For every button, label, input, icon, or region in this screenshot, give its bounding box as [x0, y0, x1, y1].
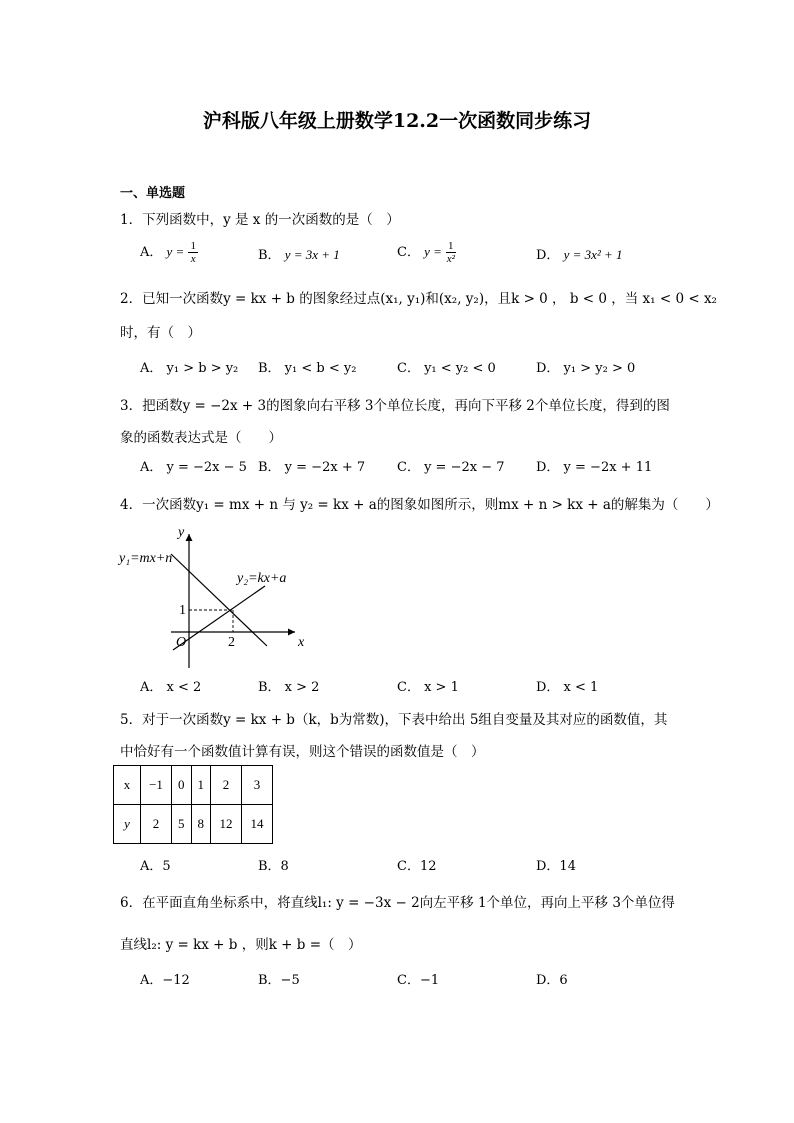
q4-options	[140, 676, 700, 696]
q1-d-label: D．	[536, 248, 560, 263]
table-cell: y	[114, 805, 141, 844]
q4-option-d[interactable]: D． x < 1	[536, 680, 599, 695]
q3-option-a[interactable]: A． y = −2x − 5	[140, 460, 247, 475]
q1-a-label: A．	[140, 245, 163, 260]
q6-option-c[interactable]: C．−1	[397, 973, 440, 988]
y-axis-label: y	[178, 525, 185, 540]
q3-option-c[interactable]: C． y = −2x − 7	[397, 460, 505, 475]
tick-y-1: 1	[179, 603, 186, 618]
q3-option-b[interactable]: B． y = −2x + 7	[258, 460, 366, 475]
q4-graph	[115, 522, 315, 672]
table-cell: 8	[191, 805, 211, 844]
q4-stem: 4．一次函数y₁ = mx + n 与 y₂ = kx + a的图象如图所示，则mx + n > kx + a的解集为（ ）	[120, 497, 719, 513]
q2-stem-line2: 时，有（ ）	[120, 325, 201, 341]
table-cell: 0	[172, 766, 192, 805]
q5-option-a[interactable]: A．5	[140, 859, 171, 874]
table-cell: 12	[211, 805, 242, 844]
q3-stem-line1: 3．把函数y = −2x + 3的图象向右平移 3个单位长度，再向下平移 2个单位长度，得到的图	[120, 398, 670, 414]
q1-b-expr: y = 3x + 1	[284, 247, 340, 262]
page-title: 沪科版八年级上册数学12.2一次函数同步练习	[202, 110, 592, 132]
table-cell: 14	[242, 805, 273, 844]
q1-c-fraction	[446, 240, 456, 265]
q1-d-expr: y = 3x² + 1	[563, 247, 623, 262]
q1-a-expr: y =	[166, 244, 185, 259]
table-cell: −1	[141, 766, 172, 805]
q1-option-d[interactable]	[536, 244, 623, 263]
q1-c-numerator: 1	[448, 240, 454, 252]
tick-x-2: 2	[228, 635, 235, 650]
q2-option-d[interactable]: D． y₁ > y₂ > 0	[536, 361, 636, 376]
table-row-y	[114, 805, 273, 844]
q1-c-expr: y =	[424, 244, 442, 259]
origin-label: O	[176, 635, 187, 650]
q1-option-b[interactable]	[258, 244, 340, 263]
q1-option-c[interactable]	[397, 240, 456, 265]
q2-options	[140, 357, 700, 377]
q6-stem-line1: 6．在平面直角坐标系中，将直线l₁: y = −3x − 2向左平移 1个单位，再向上平移 3个单位得	[120, 895, 675, 911]
table-cell: x	[114, 766, 141, 805]
q5-options	[140, 855, 700, 875]
q1-a-fraction	[188, 240, 198, 265]
q6-option-d[interactable]: D．6	[536, 973, 568, 988]
q1-a-denominator: x	[190, 253, 196, 265]
q5-value-table	[113, 765, 273, 844]
table-cell: 1	[191, 766, 211, 805]
q6-stem-line2: 直线l₂: y = kx + b ，则k + b =（ ）	[120, 937, 362, 953]
q5-option-d[interactable]: D．14	[536, 859, 576, 874]
line-y2-label: y₂=kx+a	[237, 571, 287, 586]
q6-option-a[interactable]: A．−12	[140, 973, 190, 988]
q5-stem-line1: 5．对于一次函数y = kx + b（k，b为常数)，下表中给出 5组自变量及其对应的函数值，其	[120, 712, 668, 728]
q5-option-c[interactable]: C．12	[397, 859, 437, 874]
q6-options	[140, 969, 700, 989]
table-cell: 2	[141, 805, 172, 844]
q2-option-b[interactable]: B． y₁ < b < y₂	[258, 361, 357, 376]
q1-options	[140, 240, 700, 265]
table-row-x	[114, 766, 273, 805]
q1-a-numerator: 1	[190, 240, 196, 252]
q1-stem: 1．下列函数中，y 是 x 的一次函数的是（ ）	[120, 212, 400, 228]
q4-option-b[interactable]: B． x > 2	[258, 680, 320, 695]
table-cell: 3	[242, 766, 273, 805]
q4-option-c[interactable]: C． x > 1	[397, 680, 459, 695]
q1-option-a[interactable]	[140, 240, 198, 265]
q5-option-b[interactable]: B．8	[258, 859, 289, 874]
q2-option-c[interactable]: C． y₁ < y₂ < 0	[397, 361, 496, 376]
q6-option-b[interactable]: B．−5	[258, 973, 300, 988]
section-heading: 一、单选题	[120, 186, 186, 201]
q1-b-label: B．	[258, 248, 281, 263]
table-cell: 2	[211, 766, 242, 805]
q3-options	[140, 456, 700, 476]
q5-stem-line2: 中恰好有一个函数值计算有误，则这个错误的函数值是（ ）	[120, 744, 485, 760]
line-y1-label: y₁=mx+n	[119, 551, 173, 566]
line-y2	[173, 586, 265, 650]
table-cell: 5	[172, 805, 192, 844]
q2-option-a[interactable]: A． y₁ > b > y₂	[140, 361, 239, 376]
q2-stem-line1: 2．已知一次函数y = kx + b 的图象经过点(x₁, y₁)和(x₂, y₂)，且k > 0 ， b < 0 ，当 x₁ < 0 < x₂	[120, 291, 717, 307]
q1-c-label: C．	[397, 245, 420, 260]
x-axis-label: x	[298, 635, 305, 650]
q4-option-a[interactable]: A． x < 2	[140, 680, 202, 695]
q3-stem-line2: 象的函数表达式是（ ）	[120, 430, 282, 446]
q1-c-denominator: x²	[446, 253, 455, 265]
q3-option-d[interactable]: D． y = −2x + 11	[536, 460, 653, 475]
